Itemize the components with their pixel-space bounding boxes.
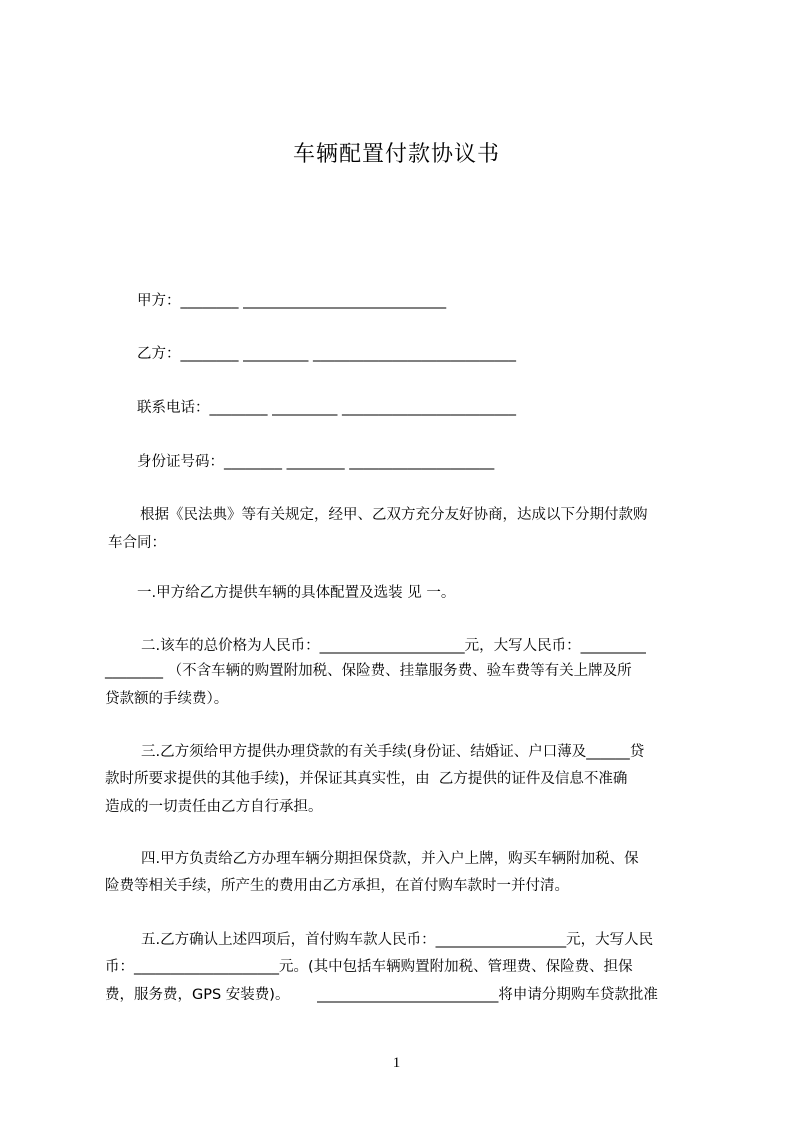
intro-line-2: 车合同： bbox=[108, 535, 166, 551]
clause-5-line-3: 费，服务费，GPS 安装费)。 _________________________将申请分期购车贷款批准 bbox=[105, 987, 658, 1003]
party-b-line: 乙方：________ _________ ____________________________ bbox=[137, 346, 516, 362]
page-number: 1 bbox=[392, 1055, 401, 1071]
clause-2-line-3: 贷款额的手续费）。 bbox=[105, 691, 229, 707]
document-title: 车辆配置付款协议书 bbox=[292, 142, 500, 167]
clause-3-line-3: 造成的一切责任由乙方自行承担。 bbox=[105, 799, 323, 815]
clause-5-line-2: 币：____________________元。(其中包括车辆购置附加税、管理费、保险费、担保 bbox=[105, 959, 633, 975]
clause-5-line-1: 五.乙方确认上述四项后，首付购车款人民币：__________________元，大写人民 bbox=[141, 932, 654, 948]
intro-line-1: 根据《民法典》等有关规定，经甲、乙双方充分友好协商，达成以下分期付款购 bbox=[140, 507, 648, 523]
party-a-line: 甲方：________ ____________________________ bbox=[137, 293, 447, 309]
phone-line: 联系电话：________ _________ ________________________ bbox=[137, 400, 516, 416]
clause-3-line-1: 三.乙方须给甲方提供办理贷款的有关手续(身份证、结婚证、户口薄及______贷 bbox=[141, 744, 645, 760]
id-number-line: 身份证号码：________ ________ ____________________ bbox=[137, 454, 495, 470]
clause-3-line-2: 款时所要求提供的其他手续)，并保证其真实性，由 乙方提供的证件及信息不准确 bbox=[105, 771, 628, 787]
clause-2-line-2: ________ （不含车辆的购置附加税、保险费、挂靠服务费、验车费等有关上牌及所 bbox=[105, 663, 632, 679]
clause-1: 一.甲方给乙方提供车辆的具体配置及选装 见 一。 bbox=[137, 585, 456, 601]
clause-2-line-1: 二.该车的总价格为人民币：____________________元，大写人民币：_________ bbox=[141, 638, 646, 654]
clause-4-line-1: 四.甲方负责给乙方办理车辆分期担保贷款，并入户上牌，购买车辆附加税、保 bbox=[141, 851, 639, 867]
clause-4-line-2: 险费等相关手续，所产生的费用由乙方承担，在首付购车款时一并付清。 bbox=[105, 878, 569, 894]
